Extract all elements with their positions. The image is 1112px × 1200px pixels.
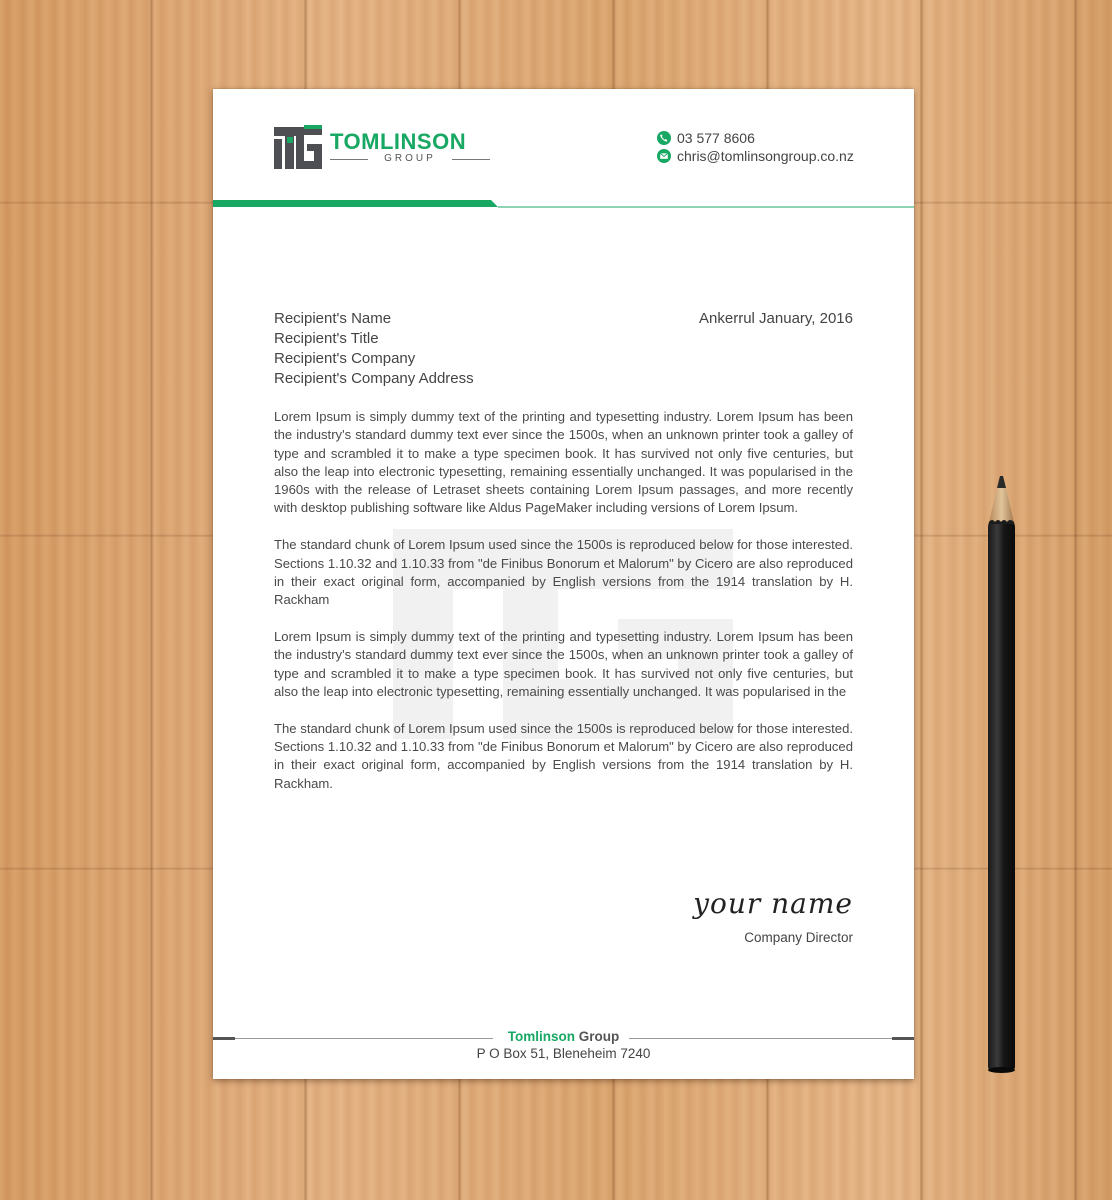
contact-email-row bbox=[656, 147, 854, 165]
recipient-company: Recipient's Company bbox=[274, 350, 416, 367]
footer-address: P O Box 51, Bleneheim 7240 bbox=[476, 1046, 651, 1061]
recipient-name: Recipient's Name bbox=[274, 310, 392, 327]
logo-company-name: TOMLINSON bbox=[330, 129, 467, 154]
contact-phone-row bbox=[656, 129, 854, 147]
footer-company-rest: Group bbox=[578, 1029, 620, 1044]
envelope-icon bbox=[657, 149, 671, 163]
contact-email[interactable]: chris@tomlinsongroup.co.nz bbox=[677, 148, 854, 164]
signature-title: Company Director bbox=[744, 930, 853, 945]
recipient-block bbox=[274, 309, 474, 389]
letter-body bbox=[274, 408, 853, 811]
contact-phone[interactable]: 03 577 8606 bbox=[677, 130, 755, 146]
recipient-address: Recipient's Company Address bbox=[274, 370, 474, 387]
body-paragraph: Lorem Ipsum is simply dummy text of the printing and typesetting industry. Lorem Ipsum has been the industry's standard dummy text ever since the 1500s, when an unknown printer took a galley of type and scrambled it to make a type specimen book. It has survived not only five centuries, but also the leap into electronic typesetting, remaining essentially unchanged. It was popularised in the 1960s with the release of Letraset sheets containing Lorem Ipsum passages, and more recently with desktop publishing software like Aldus PageMaker including versions of Lorem Ipsum. bbox=[274, 409, 853, 516]
footer-company-accent: Tomlinson bbox=[507, 1029, 575, 1044]
body-paragraph: Lorem Ipsum is simply dummy text of the printing and typesetting industry. Lorem Ipsum has been the industry's standard dummy text ever since the 1500s, when an unknown printer took a galley of type and scrambled it to make a type specimen book. It has survived not only five centuries, but also the leap into electronic typesetting, remaining essentially unchanged. It was popularised in the bbox=[274, 628, 853, 699]
body-paragraph: The standard chunk of Lorem Ipsum used since the 1500s is reproduced below for those interested. Sections 1.10.32 and 1.10.33 from "de Finibus Bonorum et Malorum" by Cicero are also reproduced in their exact original form, accompanied by English versions from the 1914 translation by H. Rackham. bbox=[274, 720, 853, 791]
phone-icon bbox=[657, 131, 671, 145]
company-logo bbox=[274, 125, 494, 173]
pencil-icon bbox=[984, 474, 1020, 1074]
body-paragraph: The standard chunk of Lorem Ipsum used since the 1500s is reproduced below for those interested. Sections 1.10.32 and 1.10.33 from "de Finibus Bonorum et Malorum" by Cicero are also reproduced in their exact original form, accompanied by English versions from the 1914 translation by H. Rackham bbox=[274, 537, 853, 608]
letterhead-paper bbox=[213, 89, 914, 1079]
footer-company bbox=[213, 1029, 914, 1044]
letter-date: Ankerrul January, 2016 bbox=[699, 310, 853, 327]
recipient-title: Recipient's Title bbox=[274, 330, 379, 347]
contact-block bbox=[656, 129, 854, 165]
signature: your name bbox=[693, 887, 853, 920]
tg-monogram-icon bbox=[274, 125, 324, 171]
logo-company-sub: GROUP bbox=[330, 153, 490, 164]
header-divider bbox=[213, 199, 914, 209]
